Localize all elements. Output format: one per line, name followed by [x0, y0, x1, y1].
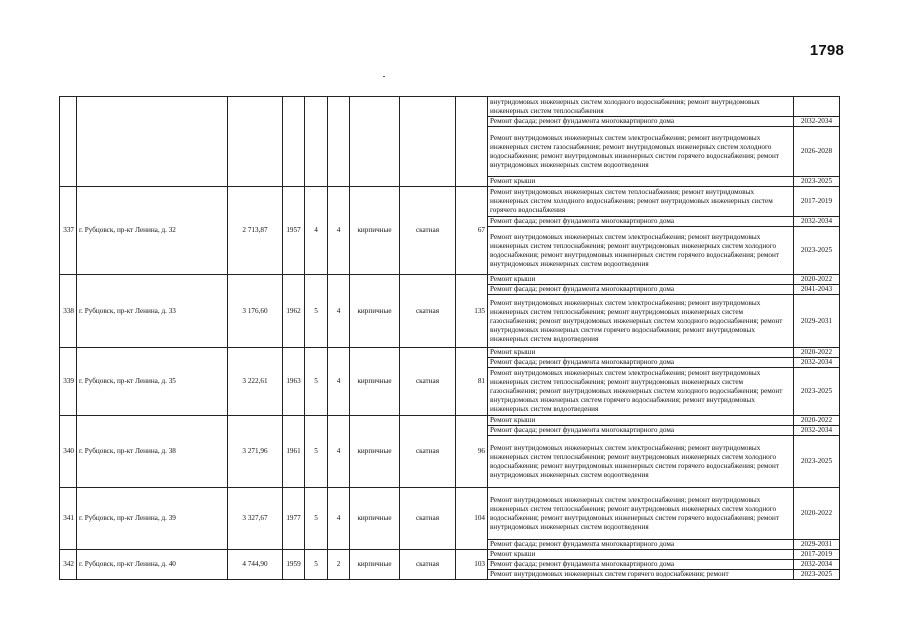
table-row	[60, 348, 840, 358]
building-number: 339	[60, 348, 77, 416]
work-description: Ремонт фасада; ремонт фундамента многоквартирного дома	[488, 117, 794, 127]
roof-type	[400, 97, 456, 187]
work-period: 2020-2022	[794, 416, 840, 426]
table-row	[60, 97, 840, 117]
wall-material: кирпичные	[350, 275, 400, 348]
work-description: внутридомовых инженерных систем холодного водоснабжения; ремонт внутридомовых инженерных систем теплоснабжения	[488, 97, 794, 117]
work-description: Ремонт крыши	[488, 177, 794, 187]
building-area: 3 222,61	[228, 348, 283, 416]
building-area: 3 327,67	[228, 488, 283, 550]
work-period: 2026-2028	[794, 127, 840, 177]
wall-material: кирпичные	[350, 550, 400, 580]
work-period: 2029-2031	[794, 295, 840, 348]
wall-material: кирпичные	[350, 187, 400, 275]
building-number: 342	[60, 550, 77, 580]
work-description: Ремонт крыши	[488, 348, 794, 358]
work-period: 2017-2019	[794, 187, 840, 217]
building-entrances	[328, 97, 350, 187]
building-year: 1962	[283, 275, 305, 348]
building-floors: 5	[305, 550, 328, 580]
building-entrances: 4	[328, 348, 350, 416]
roof-type: скатная	[400, 348, 456, 416]
building-floors	[305, 97, 328, 187]
building-floors: 5	[305, 275, 328, 348]
apartment-count: 96	[456, 416, 488, 488]
work-period: 2032-2034	[794, 560, 840, 570]
wall-material: кирпичные	[350, 416, 400, 488]
work-description: Ремонт фасада; ремонт фундамента многоквартирного дома	[488, 560, 794, 570]
building-entrances: 4	[328, 488, 350, 550]
roof-type: скатная	[400, 275, 456, 348]
work-description: Ремонт внутридомовых инженерных систем электроснабжения; ремонт внутридомовых инженерных систем теплоснабжения; ремонт внутридомовых инженерных систем холодного водоснабжения; ремонт внутридомовых инженерных систем горячего водоснабжения; ремонт внутридомовых инженерных систем водоотведения	[488, 436, 794, 488]
building-number: 338	[60, 275, 77, 348]
roof-type: скатная	[400, 488, 456, 550]
capital-repair-registry-table	[59, 96, 840, 580]
building-entrances: 4	[328, 416, 350, 488]
building-address: г. Рубцовск, пр-кт Ленина, д. 35	[77, 348, 228, 416]
wall-material	[350, 97, 400, 187]
work-description: Ремонт фасада; ремонт фундамента многоквартирного дома	[488, 540, 794, 550]
building-number: 340	[60, 416, 77, 488]
work-period: 2023-2025	[794, 436, 840, 488]
building-floors: 5	[305, 488, 328, 550]
apartment-count: 135	[456, 275, 488, 348]
building-area: 2 713,87	[228, 187, 283, 275]
building-year: 1957	[283, 187, 305, 275]
building-floors: 4	[305, 187, 328, 275]
apartment-count	[456, 97, 488, 187]
wall-material: кирпичные	[350, 488, 400, 550]
apartment-count: 104	[456, 488, 488, 550]
table-row	[60, 275, 840, 285]
work-period: 2023-2025	[794, 177, 840, 187]
work-period: 2032-2034	[794, 426, 840, 436]
wall-material: кирпичные	[350, 348, 400, 416]
work-period: 2023-2025	[794, 227, 840, 275]
building-number	[60, 97, 77, 187]
table-row	[60, 488, 840, 540]
work-description: Ремонт внутридомовых инженерных систем электроснабжения; ремонт внутридомовых инженерных систем теплоснабжения; ремонт внутридомовых инженерных систем холодного водоснабжения; ремонт внутридомовых инженерных систем горячего водоснабжения; ремонт внутридомовых инженерных систем водоотведения	[488, 488, 794, 540]
work-description: Ремонт крыши	[488, 416, 794, 426]
building-address	[77, 97, 228, 187]
work-description: Ремонт внутридомовых инженерных систем горячего водоснабжения; ремонт	[488, 570, 794, 580]
work-description: Ремонт внутридомовых инженерных систем электроснабжения; ремонт внутридомовых инженерных систем газоснабжения; ремонт внутридомовых инженерных систем холодного водоснабжения; ремонт внутридомовых инженерных систем горячего водоснабжения; ремонт внутридомовых инженерных систем водоотведения	[488, 127, 794, 177]
building-address: г. Рубцовск, пр-кт Ленина, д. 33	[77, 275, 228, 348]
building-year: 1959	[283, 550, 305, 580]
table-row	[60, 187, 840, 217]
building-year: 1961	[283, 416, 305, 488]
work-period: 2029-2031	[794, 540, 840, 550]
building-area	[228, 97, 283, 187]
roof-type: скатная	[400, 416, 456, 488]
building-address: г. Рубцовск, пр-кт Ленина, д. 32	[77, 187, 228, 275]
building-number: 341	[60, 488, 77, 550]
work-description: Ремонт фасада; ремонт фундамента многоквартирного дома	[488, 285, 794, 295]
building-floors: 5	[305, 348, 328, 416]
work-description: Ремонт внутридомовых инженерных систем электроснабжения; ремонт внутридомовых инженерных систем теплоснабжения; ремонт внутридомовых инженерных систем холодного водоснабжения; ремонт внутридомовых инженерных систем горячего водоснабжения; ремонт внутридомовых инженерных систем водоотведения	[488, 227, 794, 275]
roof-type: скатная	[400, 187, 456, 275]
apartment-count: 81	[456, 348, 488, 416]
building-address: г. Рубцовск, пр-кт Ленина, д. 38	[77, 416, 228, 488]
building-area: 4 744,90	[228, 550, 283, 580]
work-description: Ремонт внутридомовых инженерных систем теплоснабжения; ремонт внутридомовых инженерных систем холодного водоснабжения; ремонт внутридомовых инженерных систем горячего водоснабжения	[488, 187, 794, 217]
building-entrances: 4	[328, 275, 350, 348]
table-row	[60, 416, 840, 426]
building-address: г. Рубцовск, пр-кт Ленина, д. 40	[77, 550, 228, 580]
roof-type: скатная	[400, 550, 456, 580]
page-number: 1798	[809, 42, 844, 59]
building-year: 1963	[283, 348, 305, 416]
building-year: 1977	[283, 488, 305, 550]
scan-speck	[383, 76, 385, 77]
work-period: 2020-2022	[794, 348, 840, 358]
building-area: 3 176,60	[228, 275, 283, 348]
work-description: Ремонт внутридомовых инженерных систем электроснабжения; ремонт внутридомовых инженерных систем теплоснабжения; ремонт внутридомовых инженерных систем газоснабжения; ремонт внутридомовых инженерных систем холодного водоснабжения; ремонт внутридомовых инженерных систем горячего водоснабжения; ремонт внутридомовых инженерных систем водоотведения	[488, 295, 794, 348]
apartment-count: 67	[456, 187, 488, 275]
work-period: 2023-2025	[794, 368, 840, 416]
work-period: 2020-2022	[794, 488, 840, 540]
building-area: 3 271,96	[228, 416, 283, 488]
table-row	[60, 550, 840, 560]
work-period: 2032-2034	[794, 358, 840, 368]
building-entrances: 4	[328, 187, 350, 275]
building-address: г. Рубцовск, пр-кт Ленина, д. 39	[77, 488, 228, 550]
work-description: Ремонт фасада; ремонт фундамента многоквартирного дома	[488, 426, 794, 436]
work-period: 2032-2034	[794, 117, 840, 127]
work-description: Ремонт фасада; ремонт фундамента многоквартирного дома	[488, 217, 794, 227]
registry-body	[60, 97, 840, 580]
work-description: Ремонт крыши	[488, 275, 794, 285]
building-year	[283, 97, 305, 187]
apartment-count: 103	[456, 550, 488, 580]
building-number: 337	[60, 187, 77, 275]
building-floors: 5	[305, 416, 328, 488]
work-description: Ремонт внутридомовых инженерных систем электроснабжения; ремонт внутридомовых инженерных систем теплоснабжения; ремонт внутридомовых инженерных систем газоснабжения; ремонт внутридомовых инженерных систем холодного водоснабжения; ремонт внутридомовых инженерных систем горячего водоснабжения; ремонт внутридомовых инженерных систем водоотведения	[488, 368, 794, 416]
work-description: Ремонт крыши	[488, 550, 794, 560]
building-entrances: 2	[328, 550, 350, 580]
work-period: 2023-2025	[794, 570, 840, 580]
work-period	[794, 97, 840, 117]
work-period: 2020-2022	[794, 275, 840, 285]
work-period: 2017-2019	[794, 550, 840, 560]
work-description: Ремонт фасада; ремонт фундамента многоквартирного дома	[488, 358, 794, 368]
work-period: 2032-2034	[794, 217, 840, 227]
work-period: 2041-2043	[794, 285, 840, 295]
